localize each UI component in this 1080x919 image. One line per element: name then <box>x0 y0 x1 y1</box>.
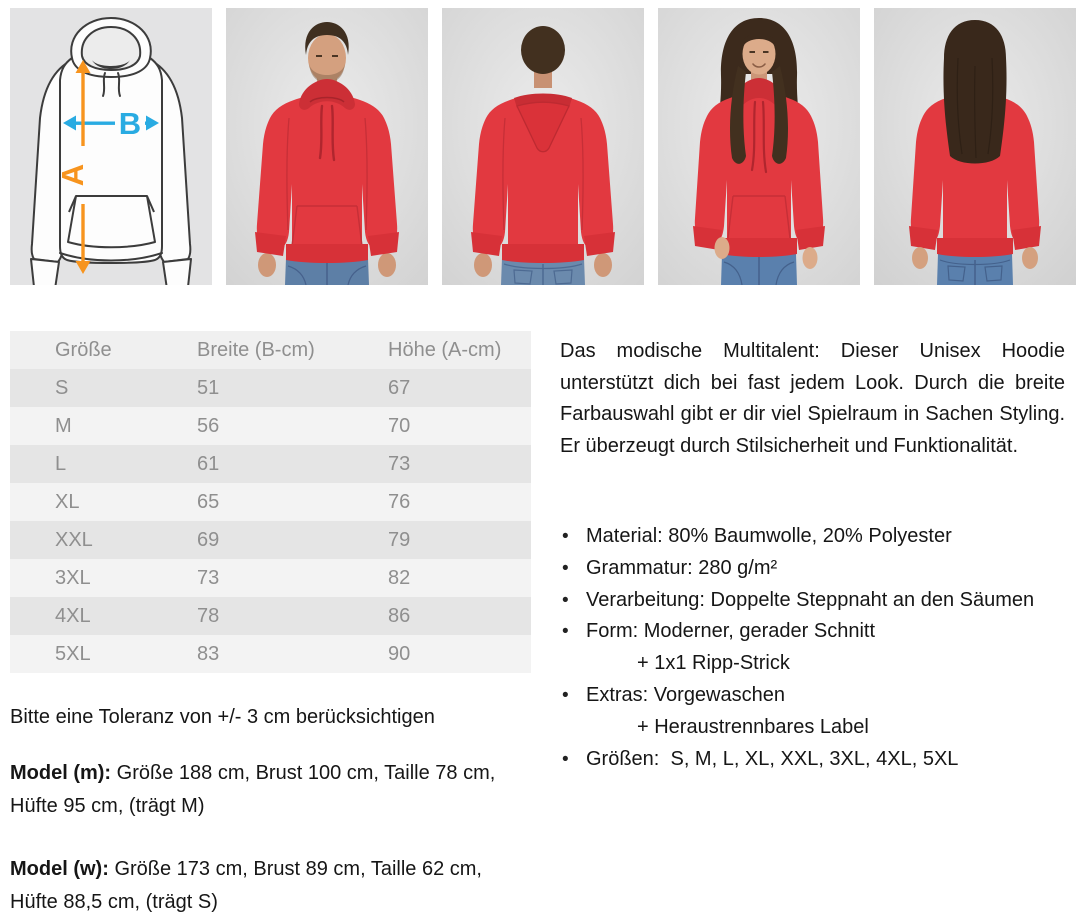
product-image-strip <box>10 8 1076 285</box>
col-header-hoehe: Höhe (A-cm) <box>388 338 502 361</box>
cell-hoehe: 70 <box>388 414 411 437</box>
size-table-row <box>10 597 531 635</box>
size-table-body <box>10 369 531 673</box>
cell-size: M <box>55 414 72 437</box>
size-table-row <box>10 369 531 407</box>
female-front-illustration <box>658 8 860 285</box>
feature-text: Größen: S, M, L, XL, XXL, 3XL, 4XL, 5XL <box>586 747 959 770</box>
cell-hoehe: 76 <box>388 490 411 513</box>
tolerance-note: Bitte eine Toleranz von +/- 3 cm berücksichtigen <box>10 706 435 728</box>
cuff-left <box>255 232 286 256</box>
feature-item <box>560 680 1070 712</box>
cuff-left <box>471 232 502 256</box>
cell-breite: 61 <box>197 452 220 475</box>
model-w-label: Model (w): <box>10 858 115 880</box>
feature-text: + Heraustrennbares Label <box>637 715 869 738</box>
feature-item <box>560 648 1070 680</box>
photo-female-front <box>658 8 860 285</box>
cell-hoehe: 67 <box>388 376 411 399</box>
feature-item <box>560 553 1070 585</box>
cell-breite: 78 <box>197 604 220 627</box>
feature-text: + 1x1 Ripp-Strick <box>637 652 790 675</box>
cell-breite: 56 <box>197 414 220 437</box>
cuff-right <box>584 232 615 256</box>
cell-breite: 65 <box>197 490 220 513</box>
male-front-illustration <box>226 8 428 285</box>
hoodie-measure-illustration <box>10 8 212 285</box>
cell-hoehe: 86 <box>388 604 411 627</box>
cuff-right <box>368 232 399 256</box>
photo-female-back <box>874 8 1076 285</box>
col-header-breite: Breite (B-cm) <box>197 338 315 361</box>
cell-size: 4XL <box>55 604 91 627</box>
hem-band <box>937 238 1013 257</box>
hoodie-body <box>471 94 615 264</box>
feature-list <box>560 521 1070 775</box>
feature-text: Extras: Vorgewaschen <box>586 683 785 706</box>
size-table-row <box>10 445 531 483</box>
col-header-groesse: Größe <box>55 338 112 361</box>
photo-male-back <box>442 8 644 285</box>
size-table-row <box>10 559 531 597</box>
feature-text: Verarbeitung: Doppelte Steppnaht an den Säumen <box>586 588 1035 611</box>
cell-breite: 83 <box>197 642 220 665</box>
female-back-illustration <box>874 8 1076 285</box>
cell-hoehe: 73 <box>388 452 411 475</box>
hand-left <box>258 253 276 277</box>
cell-hoehe: 90 <box>388 642 411 665</box>
feature-text: Form: Moderner, gerader Schnitt <box>586 620 876 643</box>
size-table-row <box>10 483 531 521</box>
model-m-text: Größe 188 cm, Brust 100 cm, Taille 78 cm, Hüfte 95 cm, (trägt M) <box>10 762 496 817</box>
feature-item <box>560 585 1070 617</box>
width-label: B <box>118 106 142 141</box>
hand-right <box>378 253 396 277</box>
feature-item <box>560 744 1070 776</box>
model-m-label: Model (m): <box>10 762 117 784</box>
hem-band <box>502 244 584 263</box>
cell-breite: 73 <box>197 566 220 589</box>
model-m-info <box>10 757 535 823</box>
size-table-row <box>10 521 531 559</box>
size-table <box>10 331 531 673</box>
hair-back <box>521 26 565 74</box>
jeans <box>721 254 797 285</box>
hand-right <box>594 253 612 277</box>
feature-text: Grammatur: 280 g/m² <box>586 556 778 579</box>
hand-left <box>474 253 492 277</box>
feature-item <box>560 712 1070 744</box>
jeans <box>937 254 1013 285</box>
size-table-row <box>10 635 531 673</box>
cell-size: 3XL <box>55 566 91 589</box>
hand-left <box>715 237 730 259</box>
cell-size: 5XL <box>55 642 91 665</box>
hem-band <box>286 244 368 263</box>
description-paragraph: Das modische Multitalent: Dieser Unisex Hoodie unterstützt dich bei fast jedem Look. Durch die breite Farbauswahl gibt er dir viel Spielraum in Sachen Styling. Er überzeugt durch Stilsicherheit und Funktionalität. <box>560 340 1065 457</box>
cell-breite: 69 <box>197 528 220 551</box>
feature-item <box>560 521 1070 553</box>
photo-male-front <box>226 8 428 285</box>
feature-text: Material: 80% Baumwolle, 20% Polyester <box>586 525 952 547</box>
height-label: A <box>55 163 90 187</box>
male-back-illustration <box>442 8 644 285</box>
feature-item <box>560 616 1070 648</box>
cell-breite: 51 <box>197 376 220 399</box>
cell-hoehe: 82 <box>388 566 411 589</box>
cell-size: XL <box>55 490 80 513</box>
size-table-header <box>10 331 531 369</box>
hem-band <box>721 238 797 257</box>
cell-size: L <box>55 452 67 475</box>
model-w-info <box>10 853 535 919</box>
hand-right <box>803 247 818 269</box>
size-diagram <box>10 8 212 285</box>
cell-size: XXL <box>55 528 93 551</box>
size-table-row <box>10 407 531 445</box>
model-w-text: Größe 173 cm, Brust 89 cm, Taille 62 cm, Hüfte 88,5 cm, (trägt S) <box>10 858 482 913</box>
cell-size: S <box>55 376 69 399</box>
hand-right <box>1022 247 1038 269</box>
cell-hoehe: 79 <box>388 528 411 551</box>
hand-left <box>912 247 928 269</box>
